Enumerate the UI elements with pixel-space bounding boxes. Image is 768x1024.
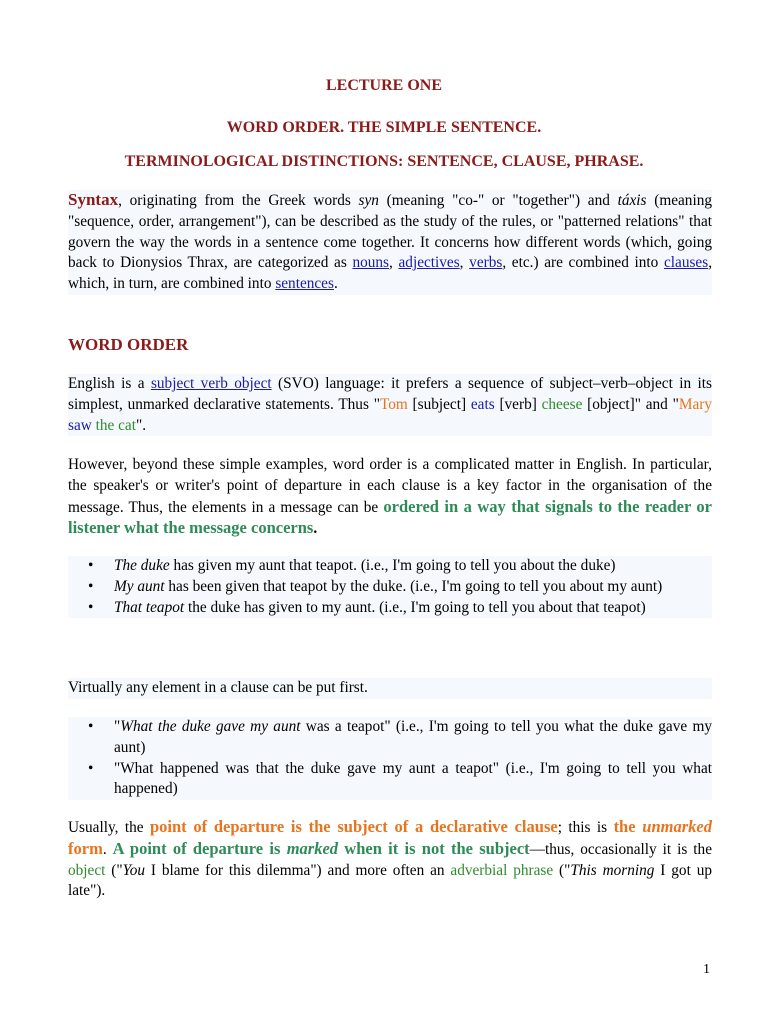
bullet-icon: • [88,598,94,616]
italic-subject: The duke [114,557,170,574]
text: [verb] [494,395,542,413]
emphasis-green: A point of departure is [112,838,287,858]
emphasis-orange: form [68,838,103,858]
clauses-link[interactable]: clauses [664,254,709,272]
text: I blame for this dilemma") and more often an [145,861,451,879]
text: However, beyond these simple examples, word order is a complicated matter in English. In particular, the speaker's or writer's point of departure in each clause is a key factor in the organisation of the message. Thus, the elements in a message can be [68,456,712,516]
text: (meaning "co-" or "together") and [378,192,618,209]
emphasis-green-italic: marked [286,838,339,858]
emphasis-green: when it is not the subject [338,838,530,858]
italic-subject: My aunt [114,577,165,595]
bullet-icon: • [88,557,94,574]
point-of-departure-paragraph [68,817,712,902]
list-item [68,598,712,619]
italic-phrase: What the duke gave my aunt [120,718,301,735]
word-order-heading: WORD ORDER [68,335,189,354]
text: , which, in turn, are combined into [68,254,713,293]
adjectives-link[interactable]: adjectives [398,254,460,272]
italic-example: This morning [570,861,655,879]
bullet-icon: • [88,718,94,735]
text: , [389,254,399,272]
list-item [68,717,712,759]
syntax-paragraph [68,190,712,295]
bullet-icon: • [88,759,94,777]
text: has given my aunt that teapot. (i.e., I'm going to tell you about the duke) [169,557,616,574]
italic-example: You [122,861,146,879]
list-item [68,577,712,598]
lecture-title: LECTURE ONE [325,77,443,94]
text: was a teapot" (i.e., I'm going to tell you what the duke gave my aunt) [114,718,712,756]
svo-paragraph [68,374,712,436]
syn-term: syn [358,192,379,209]
text: (SVO) language: it prefers a sequence of subject–verb–object in its simplest, unmarked declarative statements. Thus " [68,375,712,413]
text: English is a [68,375,151,392]
text: (" [553,861,571,879]
text: "What happened was that the duke gave my aunt a teapot" (i.e., I'm going to tell you what happened) [114,759,712,798]
object-term: object [68,861,106,879]
verbs-link[interactable]: verbs [469,254,503,272]
examples-list-1 [68,556,712,618]
text: " [114,718,121,735]
text: Usually, the [68,819,150,836]
taxis-term: táxis [617,192,647,209]
text: [subject] [407,395,471,413]
example-verb: eats [470,395,495,413]
text: . [333,275,338,293]
text: I got up late"). [68,861,712,900]
text: —thus, occasionally it is the [529,840,712,858]
adverbial-phrase-term: adverbial phrase [450,861,554,879]
list-item [68,556,712,577]
text: the duke has given to my aunt. (i.e., I'm going to tell you about that teapot) [184,598,646,616]
text: , originating from the Greek words [118,192,359,209]
example-object: cheese [541,395,583,413]
text: (meaning "sequence, order, arrangement"), can be described as the study of the rules, or "patterned relations" that govern the way the words in a sentence come together. It concerns how different words (which, going back to Dionysios Thrax, are categorized as [68,192,713,272]
text: , [459,254,470,272]
distinctions-title: TERMINOLOGICAL DISTINCTIONS: SENTENCE, CLAUSE, PHRASE. [124,153,644,170]
page-number: 1 [703,962,710,977]
text: ". [135,416,147,434]
italic-subject: That teapot [114,598,185,616]
sentences-link[interactable]: sentences [275,275,334,293]
example-object-2: the cat [95,416,136,434]
svo-link[interactable]: subject verb object [150,375,272,392]
emphasis-orange: the [613,817,643,836]
text: (" [105,861,123,879]
bullet-icon: • [88,577,94,595]
text: ; this is [557,819,614,836]
list-item [68,759,712,801]
topic-title: WORD ORDER. THE SIMPLE SENTENCE. [226,119,542,136]
emphasis-orange: point of departure is the subject of a declarative clause [149,817,558,836]
emphasis-orange-italic: unmarked [642,817,712,836]
example-subject-2: Mary [678,395,712,413]
text: . [102,840,113,858]
text: . [313,520,318,538]
emphasis-green: ordered in a way that signals to the reader or listener what the message concerns [68,496,712,538]
example-verb-2: saw [68,416,92,434]
text: [object]" and " [582,395,679,413]
complication-paragraph [68,455,712,540]
text: , etc.) are combined into [502,254,664,272]
example-subject: Tom [379,395,408,413]
nouns-link[interactable]: nouns [352,254,389,272]
text: has been given that teapot by the duke. (i.e., I'm going to tell you about my aunt) [164,577,663,595]
syntax-term: Syntax [68,190,119,209]
examples-list-2 [68,717,712,800]
virtually-paragraph: Virtually any element in a clause can be put first. [68,678,712,699]
